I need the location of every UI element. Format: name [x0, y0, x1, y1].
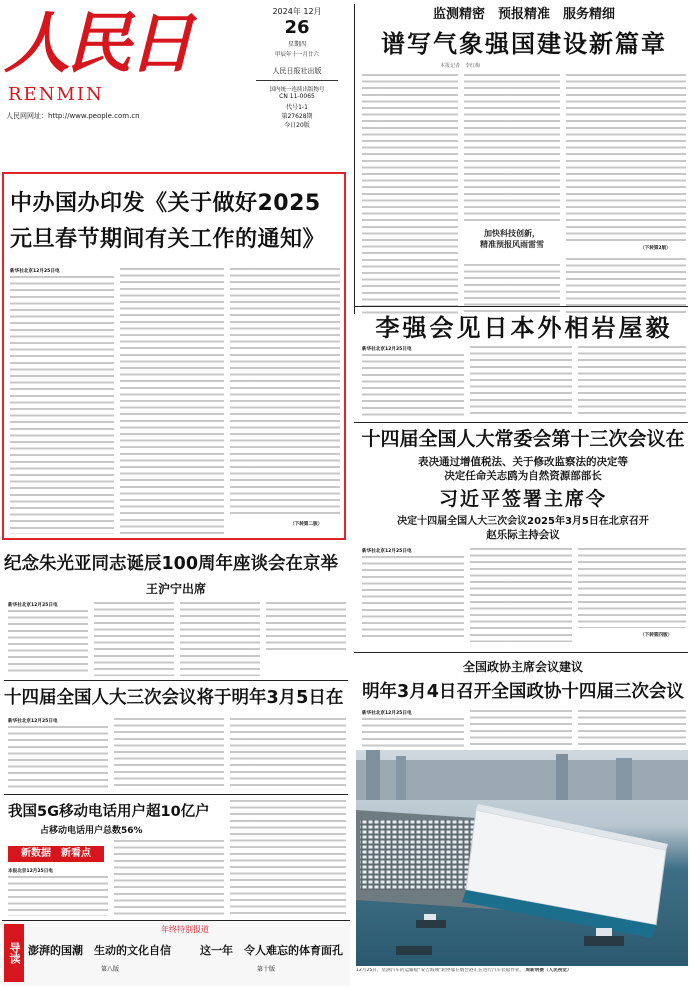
page-count: 今日20版 [284, 122, 310, 129]
npc-session-continued[interactable]: （下转第四版） [640, 633, 673, 638]
date-box [248, 6, 346, 156]
lead-title-line1[interactable]: 中办国办印发《关于做好2025 [10, 191, 321, 216]
li-qiang-dateline: 新华社北京12月25日电 [362, 347, 412, 352]
issue-number: 第27628期 [281, 113, 313, 120]
weather-body-col1 [362, 74, 458, 314]
weather-subtitle: 加快科技创新， 精准预报风雨雷雪 [480, 229, 544, 249]
five-g-column-badge: 新数据 新看点 [8, 846, 104, 862]
masthead-logo [4, 2, 234, 84]
port-photo [356, 750, 688, 966]
li-qiang-body-col2 [470, 346, 572, 418]
five-g-body-col3 [230, 800, 346, 916]
serial-code-label: 国内统一连续出版物号 [269, 87, 325, 93]
guide-item-culture[interactable]: 澎湃的国潮 生动的文化自信 [28, 944, 171, 957]
zhu-guangya-dateline: 新华社北京12月25日电 [8, 603, 58, 608]
weekday: 星期四 [287, 41, 306, 48]
weather-continued[interactable]: （下转第2版） [640, 246, 671, 251]
npc-third-body-col2 [114, 718, 224, 788]
npc-session-body-col3 [578, 548, 686, 628]
npc-session-dateline: 新华社北京12月25日电 [362, 549, 412, 554]
npc-session-sub2: 决定任命关志鸥为自然资源部部长 [444, 470, 602, 482]
zhu-guangya-subtitle: 王沪宁出席 [145, 582, 206, 596]
cppcc-kicker: 全国政协主席会议建议 [462, 660, 583, 674]
npc-session-sub1: 表决通过增值税法、关于修改监察法的决定等 [418, 456, 628, 468]
date-day: 26 [284, 17, 310, 38]
five-g-dateline: 本报北京12月25日电 [8, 869, 53, 874]
postal-code: 代号1-1 [286, 104, 308, 111]
cn-number: CN 11-0065 [279, 93, 315, 100]
li-qiang-body-col3 [578, 346, 686, 418]
cppcc-body-col3 [578, 710, 686, 748]
zhu-guangya-title[interactable]: 纪念朱光亚同志诞辰100周年座谈会在京举 [4, 554, 339, 574]
photo-caption [356, 968, 688, 988]
npc-third-title[interactable]: 十四届全国人大三次会议将于明年3月5日在 [4, 688, 344, 708]
zhu-guangya-body-col1 [8, 610, 88, 676]
five-g-title[interactable]: 我国5G移动电话用户超10亿户 [8, 804, 210, 820]
li-qiang-body-col1 [362, 354, 464, 418]
cppcc-body-col1 [362, 718, 464, 748]
guide-banner: 年终特别报道 [161, 925, 209, 934]
guide-item-sports[interactable]: 这一年 令人难忘的体育面孔 [200, 944, 343, 957]
five-g-body-col2 [114, 840, 224, 916]
date-year-month: 2024年 12月 [272, 7, 322, 16]
npc-session-sub3: 决定十四届全国人大三次会议2025年3月5日在北京召开 [397, 516, 649, 526]
npc-session-body-col1 [362, 556, 464, 642]
npc-session-body-col2 [470, 548, 572, 642]
lead-continued[interactable]: （下转第二版） [290, 522, 323, 527]
photo-caption-text: 12月25日，装满汽车的运输船“安吉海翔”轮停靠在烟台港正在进行汽车装船作业。 [356, 968, 525, 973]
guide-item-sports-page[interactable]: 第十版 [256, 966, 275, 973]
port-photo-illustration [356, 750, 688, 966]
guide-label: 导读 [4, 924, 24, 982]
weather-title[interactable]: 谱写气象强国建设新篇章 [381, 30, 667, 58]
lead-title-line2[interactable]: 元旦春节期间有关工作的通知》 [10, 227, 326, 252]
npc-third-body-col3 [230, 718, 346, 788]
photo-credit: 周新明摄（人民视觉） [525, 968, 572, 973]
lunar-date: 甲辰年十一月廿六 [274, 52, 319, 58]
xi-signs-title[interactable]: 习近平签署主席令 [438, 488, 607, 510]
zhu-guangya-body-col3 [180, 602, 260, 676]
weather-body-col3 [566, 74, 686, 244]
lead-dateline: 新华社北京12月25日电 [10, 269, 60, 274]
lead-body-col2 [120, 268, 224, 534]
npc-third-body-col1 [8, 726, 108, 788]
guide-item-culture-page[interactable]: 第八版 [100, 966, 119, 973]
weather-byline: 本报记者 李红梅 [440, 63, 481, 69]
masthead-website[interactable]: 人民网网址：http://www.people.com.cn [6, 112, 140, 120]
cppcc-body-col2 [470, 710, 572, 748]
npc-third-dateline: 新华社北京12月25日电 [8, 719, 58, 724]
lead-body-col3 [230, 268, 340, 518]
weather-kicker: 监测精密 预报精准 服务精细 [432, 7, 615, 22]
zhu-guangya-body-col4 [266, 602, 346, 652]
lead-body-col1 [10, 276, 114, 534]
cppcc-dateline: 新华社北京12月25日电 [362, 711, 412, 716]
zhu-guangya-body-col2 [94, 602, 174, 676]
cppcc-title[interactable]: 明年3月4日召开全国政协十四届三次会议 [362, 682, 684, 702]
masthead-pinyin: RENMIN [8, 84, 104, 105]
five-g-subtitle: 占移动电话用户总数56% [40, 826, 143, 835]
weather-body-col2 [464, 74, 560, 224]
npc-session-title[interactable]: 十四届全国人大常委会第十三次会议在 [361, 428, 685, 450]
npc-session-sub4: 赵乐际主持会议 [486, 529, 560, 541]
publisher: 人民日报社出版 [272, 67, 322, 75]
five-g-body-col1 [8, 876, 108, 916]
li-qiang-title[interactable]: 李强会见日本外相岩屋毅 [375, 314, 673, 342]
masthead-logo-text: 人民日 [4, 4, 190, 82]
